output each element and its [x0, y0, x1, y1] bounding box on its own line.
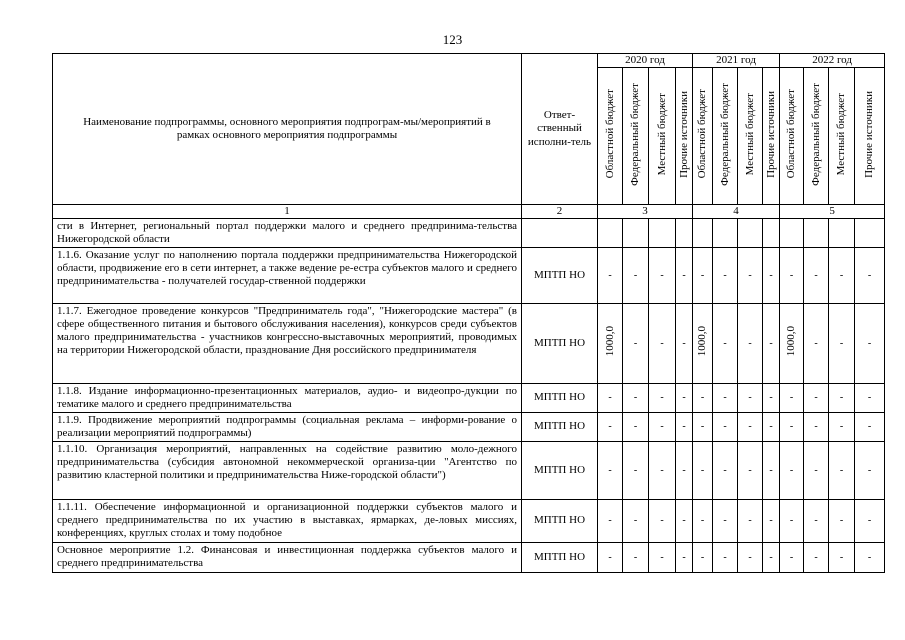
row-value-cell — [598, 219, 623, 248]
row-value: - — [608, 269, 612, 281]
row-value-cell — [804, 303, 829, 383]
source-header-label: Местный бюджет — [835, 92, 848, 176]
row-value-cell — [649, 247, 676, 303]
row-value: - — [660, 515, 664, 527]
row-value-cell — [763, 383, 780, 412]
row-description: 1.1.6. Оказание услуг по наполнению портала поддержки предпринимательства Нижегородской области, продвижение его в сети интернет, а также ведение ре-естра субъектов малого и среднего предпринимательства - получателей государ-ственной поддержки — [53, 247, 522, 303]
row-value: - — [660, 392, 664, 404]
source-header-cell — [829, 68, 855, 205]
row-value-cell — [829, 412, 855, 441]
row-value-cell — [676, 499, 693, 542]
row-value-cell — [780, 542, 804, 572]
row-value: - — [748, 392, 752, 404]
row-value: - — [867, 337, 872, 349]
row-value: - — [789, 392, 794, 404]
row-executor: МПТП НО — [522, 412, 598, 441]
source-header-label: Областной бюджет — [785, 89, 798, 179]
row-value-cell — [855, 303, 885, 383]
row-value-cell — [598, 542, 623, 572]
row-value-cell — [763, 542, 780, 572]
row-value: - — [769, 464, 773, 476]
row-description: 1.1.9. Продвижение мероприятий подпрограммы (социальная реклама – информи-рование о реализации мероприятий подпрограммы) — [53, 412, 522, 441]
header-year-2022: 2022 год — [780, 54, 885, 68]
row-value-cell — [763, 219, 780, 248]
row-value: - — [633, 269, 638, 281]
row-value-cell — [693, 412, 713, 441]
row-value: - — [682, 269, 686, 281]
row-value: 1000,0 — [785, 326, 798, 357]
row-value: - — [700, 551, 705, 563]
row-value: - — [867, 269, 872, 281]
row-value-cell — [623, 383, 649, 412]
row-value: - — [723, 515, 727, 527]
row-value: - — [867, 392, 872, 404]
row-value-cell — [623, 542, 649, 572]
source-header-label: Областной бюджет — [603, 89, 616, 179]
row-value-cell — [804, 441, 829, 499]
row-value: - — [814, 421, 818, 433]
row-executor — [522, 219, 598, 248]
row-value-cell — [738, 219, 763, 248]
row-value: - — [748, 464, 752, 476]
row-executor: МПТП НО — [522, 383, 598, 412]
row-value: - — [748, 421, 752, 433]
row-value-cell — [693, 383, 713, 412]
row-value: - — [789, 421, 794, 433]
row-executor: МПТП НО — [522, 542, 598, 572]
row-value-cell — [649, 499, 676, 542]
row-value-cell — [598, 441, 623, 499]
source-header-label: Прочие источники — [764, 90, 777, 178]
source-header-label: Прочие источники — [863, 90, 876, 178]
row-value-cell — [738, 542, 763, 572]
row-value: - — [660, 421, 664, 433]
row-value-cell — [676, 542, 693, 572]
row-value: - — [633, 551, 638, 563]
source-header-cell — [855, 68, 885, 205]
source-header-cell — [693, 68, 713, 205]
row-value: - — [769, 392, 773, 404]
row-value-cell — [763, 499, 780, 542]
row-value-cell — [649, 383, 676, 412]
row-value: - — [723, 551, 727, 563]
row-value-cell — [855, 383, 885, 412]
row-value-cell — [623, 219, 649, 248]
row-description: сти в Интернет, региональный портал поддержки малого и среднего предпринима-тельства Нижегородской области — [53, 219, 522, 248]
row-value: - — [682, 551, 686, 563]
row-value-cell — [713, 542, 738, 572]
row-executor: МПТП НО — [522, 441, 598, 499]
row-value-cell — [693, 219, 713, 248]
source-header-cell — [598, 68, 623, 205]
row-value-cell — [623, 441, 649, 499]
row-value-cell — [804, 247, 829, 303]
col-number: 5 — [780, 205, 885, 219]
table-row — [53, 383, 885, 412]
row-value: - — [723, 421, 727, 433]
row-value: - — [748, 515, 752, 527]
row-value: - — [769, 421, 773, 433]
row-value: - — [682, 392, 686, 404]
row-value: - — [769, 551, 773, 563]
row-value-cell — [804, 219, 829, 248]
row-value: - — [660, 464, 664, 476]
row-value: - — [789, 269, 794, 281]
col-number: 3 — [598, 205, 693, 219]
table-row — [53, 412, 885, 441]
row-description: 1.1.8. Издание информационно-презентационных материалов, аудио- и видеопро-дукции по тематике малого и среднего предпринимательства — [53, 383, 522, 412]
row-value-cell — [855, 247, 885, 303]
row-value: - — [660, 269, 664, 281]
row-value-cell — [693, 542, 713, 572]
row-description: 1.1.11. Обеспечение информационной и организационной поддержки субъектов малого и среднего предпринимательства по их участию в выставках, ярмарках, де-ловых миссиях, конференциях, круглых столах и тому подобное — [53, 499, 522, 542]
row-value-cell — [855, 412, 885, 441]
row-value-cell — [713, 219, 738, 248]
source-header-cell — [738, 68, 763, 205]
row-value-cell — [829, 303, 855, 383]
row-value-cell — [804, 383, 829, 412]
row-value: - — [723, 269, 727, 281]
row-value: - — [723, 337, 727, 349]
row-value-cell — [855, 441, 885, 499]
row-value: - — [839, 464, 844, 476]
row-value: - — [633, 337, 638, 349]
row-value-cell — [649, 542, 676, 572]
row-value-cell — [855, 219, 885, 248]
row-value-cell — [598, 412, 623, 441]
row-value: - — [700, 515, 705, 527]
row-value-cell — [623, 303, 649, 383]
row-value-cell — [829, 219, 855, 248]
row-value-cell — [693, 303, 713, 383]
row-description: Основное мероприятие 1.2. Финансовая и инвестиционная поддержка субъектов малого и среднего предпринимательства — [53, 542, 522, 572]
source-header-cell — [676, 68, 693, 205]
budget-table — [52, 53, 885, 573]
row-value: - — [814, 392, 818, 404]
row-value: - — [682, 337, 686, 349]
header-year-2021: 2021 год — [693, 54, 780, 68]
table-row — [53, 441, 885, 499]
row-value-cell — [780, 303, 804, 383]
row-value-cell — [598, 383, 623, 412]
source-header-label: Местный бюджет — [743, 92, 756, 176]
row-value: - — [769, 337, 773, 349]
row-value: - — [867, 551, 872, 563]
row-value: - — [633, 464, 638, 476]
source-header-cell — [623, 68, 649, 205]
row-value: - — [682, 421, 686, 433]
row-value-cell — [693, 499, 713, 542]
row-value: - — [748, 269, 752, 281]
row-executor: МПТП НО — [522, 303, 598, 383]
row-value-cell — [804, 412, 829, 441]
row-value-cell — [738, 303, 763, 383]
row-value: - — [723, 392, 727, 404]
row-executor: МПТП НО — [522, 499, 598, 542]
row-value-cell — [649, 412, 676, 441]
row-executor: МПТП НО — [522, 247, 598, 303]
row-value-cell — [829, 247, 855, 303]
source-header-cell — [649, 68, 676, 205]
row-value-cell — [713, 499, 738, 542]
source-header-label: Федеральный бюджет — [809, 82, 822, 186]
source-header-label: Прочие источники — [677, 90, 690, 178]
row-value-cell — [804, 499, 829, 542]
row-value-cell — [693, 441, 713, 499]
row-value-cell — [713, 412, 738, 441]
row-value-cell — [780, 441, 804, 499]
row-value: - — [608, 392, 612, 404]
row-value-cell — [780, 412, 804, 441]
row-value: - — [814, 464, 818, 476]
source-header-cell — [804, 68, 829, 205]
row-value: - — [748, 551, 752, 563]
row-value: - — [608, 515, 612, 527]
row-value: - — [608, 464, 612, 476]
header-title-col: Наименование подпрограммы, основного мероприятия подпрограм-мы/мероприятий в рамках основного мероприятия подпрограммы — [53, 54, 522, 205]
source-header-label: Федеральный бюджет — [718, 82, 731, 186]
header-year-2020: 2020 год — [598, 54, 693, 68]
row-value: - — [769, 269, 773, 281]
row-value-cell — [763, 412, 780, 441]
row-value-cell — [649, 441, 676, 499]
table-row — [53, 219, 885, 248]
row-value-cell — [598, 499, 623, 542]
row-value-cell — [598, 247, 623, 303]
row-value-cell — [763, 441, 780, 499]
row-value: - — [814, 515, 818, 527]
row-value-cell — [738, 412, 763, 441]
row-value: 1000,0 — [696, 326, 709, 357]
row-value: - — [700, 421, 705, 433]
row-value: - — [633, 392, 638, 404]
row-value-cell — [693, 247, 713, 303]
row-value: - — [839, 515, 844, 527]
table-row — [53, 303, 885, 383]
row-value: - — [633, 515, 638, 527]
table-body — [53, 219, 885, 573]
row-value-cell — [713, 383, 738, 412]
row-value: - — [867, 464, 872, 476]
row-value-cell — [713, 441, 738, 499]
row-value-cell — [713, 247, 738, 303]
row-value-cell — [738, 499, 763, 542]
row-value: - — [814, 551, 818, 563]
row-value: - — [789, 551, 794, 563]
col-number: 1 — [53, 205, 522, 219]
source-header-label: Местный бюджет — [655, 92, 668, 176]
table-row — [53, 247, 885, 303]
row-value: - — [682, 515, 686, 527]
row-value: - — [748, 337, 752, 349]
row-value-cell — [829, 383, 855, 412]
row-value: - — [723, 464, 727, 476]
row-value-cell — [855, 542, 885, 572]
row-value: - — [814, 269, 818, 281]
col-number: 4 — [693, 205, 780, 219]
row-value-cell — [676, 247, 693, 303]
row-value-cell — [713, 303, 738, 383]
source-header-cell — [780, 68, 804, 205]
row-description: 1.1.10. Организация мероприятий, направленных на содействие развитию моло-дежного предпринимательства (субсидия автономной некоммерческой организа-ции "Агентство по развитию кластерной политики и предпринимательства Ниже-городской области") — [53, 441, 522, 499]
row-value: - — [789, 464, 794, 476]
row-value-cell — [649, 303, 676, 383]
row-value-cell — [829, 441, 855, 499]
row-value-cell — [649, 219, 676, 248]
row-value-cell — [623, 412, 649, 441]
row-value: - — [814, 337, 818, 349]
row-value-cell — [829, 499, 855, 542]
row-value-cell — [598, 303, 623, 383]
row-value: - — [769, 515, 773, 527]
row-description: 1.1.7. Ежегодное проведение конкурсов "Предприниматель года", "Нижегородские мастера" (в сфере общественного питания и бытового обслуживания населения), конкурсов среди субъектов малого предпринимательства - участников конгрессно-выставочных мероприятий, проводимых на территории Нижегородской области, празднование Дня российского предпринимателя — [53, 303, 522, 383]
row-value: - — [867, 421, 872, 433]
row-value-cell — [780, 499, 804, 542]
row-value-cell — [623, 247, 649, 303]
page-number: 123 — [442, 32, 463, 47]
row-value: - — [700, 392, 705, 404]
header-exec-col: Ответ-ственный исполни-тель — [522, 54, 598, 205]
table-row — [53, 499, 885, 542]
row-value: - — [867, 515, 872, 527]
row-value: - — [839, 392, 844, 404]
row-value: - — [789, 515, 794, 527]
source-header-cell — [763, 68, 780, 205]
col-number: 2 — [522, 205, 598, 219]
row-value: - — [633, 421, 638, 433]
table-row — [53, 542, 885, 572]
row-value-cell — [676, 303, 693, 383]
row-value-cell — [829, 542, 855, 572]
row-value: - — [839, 337, 844, 349]
row-value: - — [839, 421, 844, 433]
row-value-cell — [763, 247, 780, 303]
row-value-cell — [804, 542, 829, 572]
column-number-row — [53, 205, 885, 219]
row-value-cell — [738, 441, 763, 499]
row-value: - — [608, 421, 612, 433]
row-value-cell — [780, 247, 804, 303]
row-value: - — [700, 269, 705, 281]
row-value-cell — [763, 303, 780, 383]
row-value-cell — [780, 383, 804, 412]
row-value-cell — [738, 383, 763, 412]
row-value: 1000,0 — [603, 326, 616, 357]
row-value-cell — [676, 441, 693, 499]
row-value: - — [700, 464, 705, 476]
row-value-cell — [623, 499, 649, 542]
row-value: - — [608, 551, 612, 563]
source-header-cell — [713, 68, 738, 205]
row-value-cell — [855, 499, 885, 542]
row-value-cell — [676, 383, 693, 412]
row-value: - — [839, 269, 844, 281]
row-value-cell — [738, 247, 763, 303]
row-value: - — [660, 551, 664, 563]
source-header-label: Федеральный бюджет — [629, 82, 641, 186]
row-value-cell — [676, 219, 693, 248]
row-value: - — [660, 337, 664, 349]
row-value: - — [839, 551, 844, 563]
row-value-cell — [676, 412, 693, 441]
row-value-cell — [780, 219, 804, 248]
source-header-label: Областной бюджет — [696, 89, 709, 179]
row-value: - — [682, 464, 686, 476]
